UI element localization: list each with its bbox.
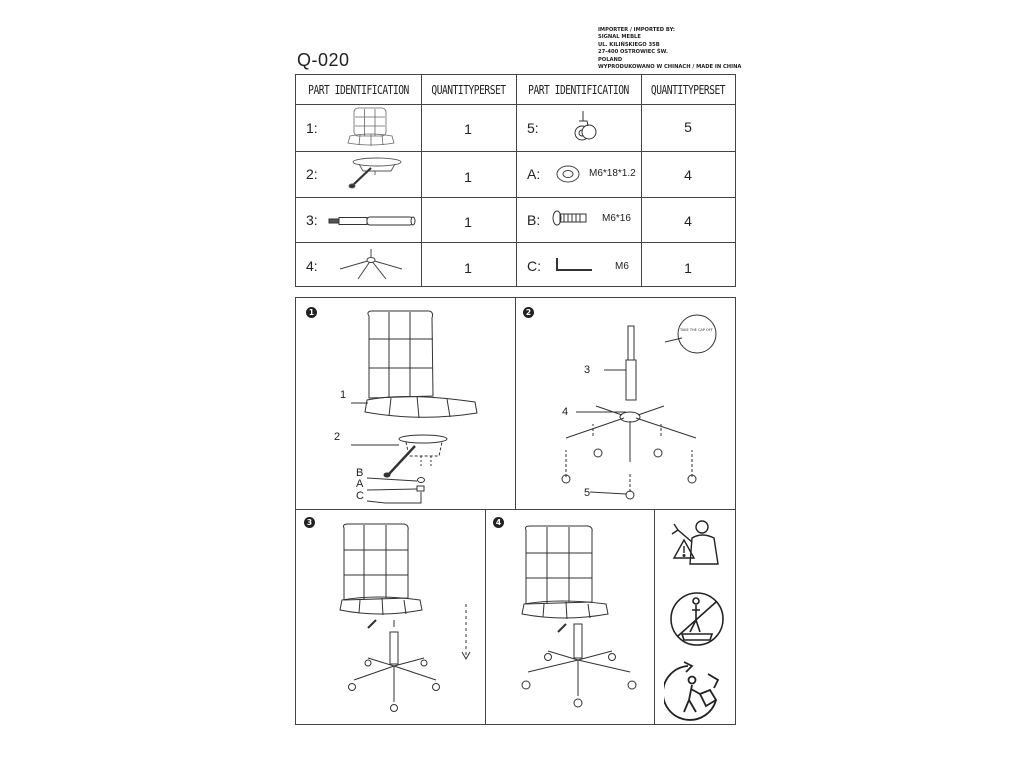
table-divider [516, 75, 517, 286]
step-2-callout: 5 [584, 487, 591, 499]
step-1-badge: 1 [306, 307, 317, 318]
star-base-drawing [336, 245, 406, 283]
bolt-drawing [551, 207, 591, 229]
warning-person-icon [660, 518, 732, 582]
step-1-callout: B [356, 467, 364, 479]
no-standing-icon [666, 588, 728, 650]
importer-line: IMPORTER / IMPORTED BY: [598, 27, 675, 33]
part-qty: 1 [464, 121, 472, 137]
step-2-callout: 4 [562, 406, 569, 418]
step-2-badge: 2 [523, 307, 534, 318]
step-1-callout: 2 [334, 431, 341, 443]
parts-table [295, 74, 736, 287]
step-2-drawing [546, 312, 731, 502]
part-qty: 1 [464, 260, 472, 276]
importer-line: 27-400 OSTROWIEC ŚW. [598, 49, 668, 56]
part-id: 1: [306, 120, 318, 136]
part-qty: 5 [684, 119, 692, 135]
cap-note: TAKE THE CAP OFF [680, 328, 713, 332]
table-divider [296, 197, 735, 198]
header-part-identification: PART IDENTIFICATION [528, 82, 629, 97]
importer-line: POLAND [598, 56, 623, 63]
header-quantity: QUANTITYPERSET [431, 82, 506, 97]
importer-line: UL. KILIŃSKIEGO 35B [598, 41, 660, 48]
gas-lift-drawing [301, 203, 419, 239]
part-id: 4: [306, 258, 318, 274]
step-1-callout: 1 [340, 389, 347, 401]
importer-line: WYPRODUKOWANO W CHINACH / MADE IN CHINA [598, 64, 742, 71]
part-spec: M6*18*1.2 [589, 168, 636, 179]
seat-backrest-drawing [344, 106, 404, 150]
step-3-drawing [324, 520, 484, 720]
part-id: 3: [306, 212, 318, 228]
castor-drawing [571, 109, 601, 145]
header-quantity: QUANTITYPERSET [650, 82, 726, 97]
step-4-badge: 4 [493, 517, 504, 528]
grid-divider [515, 298, 516, 510]
step-1-callout: A [356, 478, 364, 490]
part-qty: 1 [464, 214, 472, 230]
grid-divider [485, 509, 486, 724]
step-1-callout: C [356, 490, 364, 502]
part-id: 5: [527, 120, 539, 136]
step-1-drawing [351, 306, 491, 506]
part-qty: 1 [464, 169, 472, 185]
part-qty: 4 [684, 167, 692, 183]
washer-drawing [554, 163, 582, 185]
part-spec: M6*16 [602, 213, 631, 224]
grid-divider [654, 509, 655, 724]
part-id: C: [527, 258, 541, 274]
part-qty: 4 [684, 213, 692, 229]
allen-key-drawing [554, 253, 596, 277]
step-3-badge: 3 [304, 517, 315, 528]
importer-line: SIGNAL MEBLE [598, 34, 641, 41]
table-divider [421, 75, 422, 286]
table-divider [296, 104, 735, 105]
mechanism-drawing [341, 155, 405, 193]
recycle-icon [664, 660, 730, 722]
table-divider [296, 242, 735, 243]
part-id: A: [527, 166, 541, 182]
part-qty: 1 [684, 260, 692, 276]
step-4-drawing [508, 520, 653, 720]
table-divider [296, 151, 735, 152]
part-spec: M6 [615, 261, 629, 272]
part-id: 2: [306, 166, 318, 182]
header-part-identification: PART IDENTIFICATION [308, 82, 409, 97]
table-divider [641, 75, 642, 286]
grid-divider [296, 509, 735, 510]
step-2-callout: 3 [584, 364, 591, 376]
model-title: Q-020 [297, 50, 350, 70]
part-id: B: [527, 212, 541, 228]
assembly-steps [295, 297, 736, 725]
importer-info [598, 27, 741, 71]
